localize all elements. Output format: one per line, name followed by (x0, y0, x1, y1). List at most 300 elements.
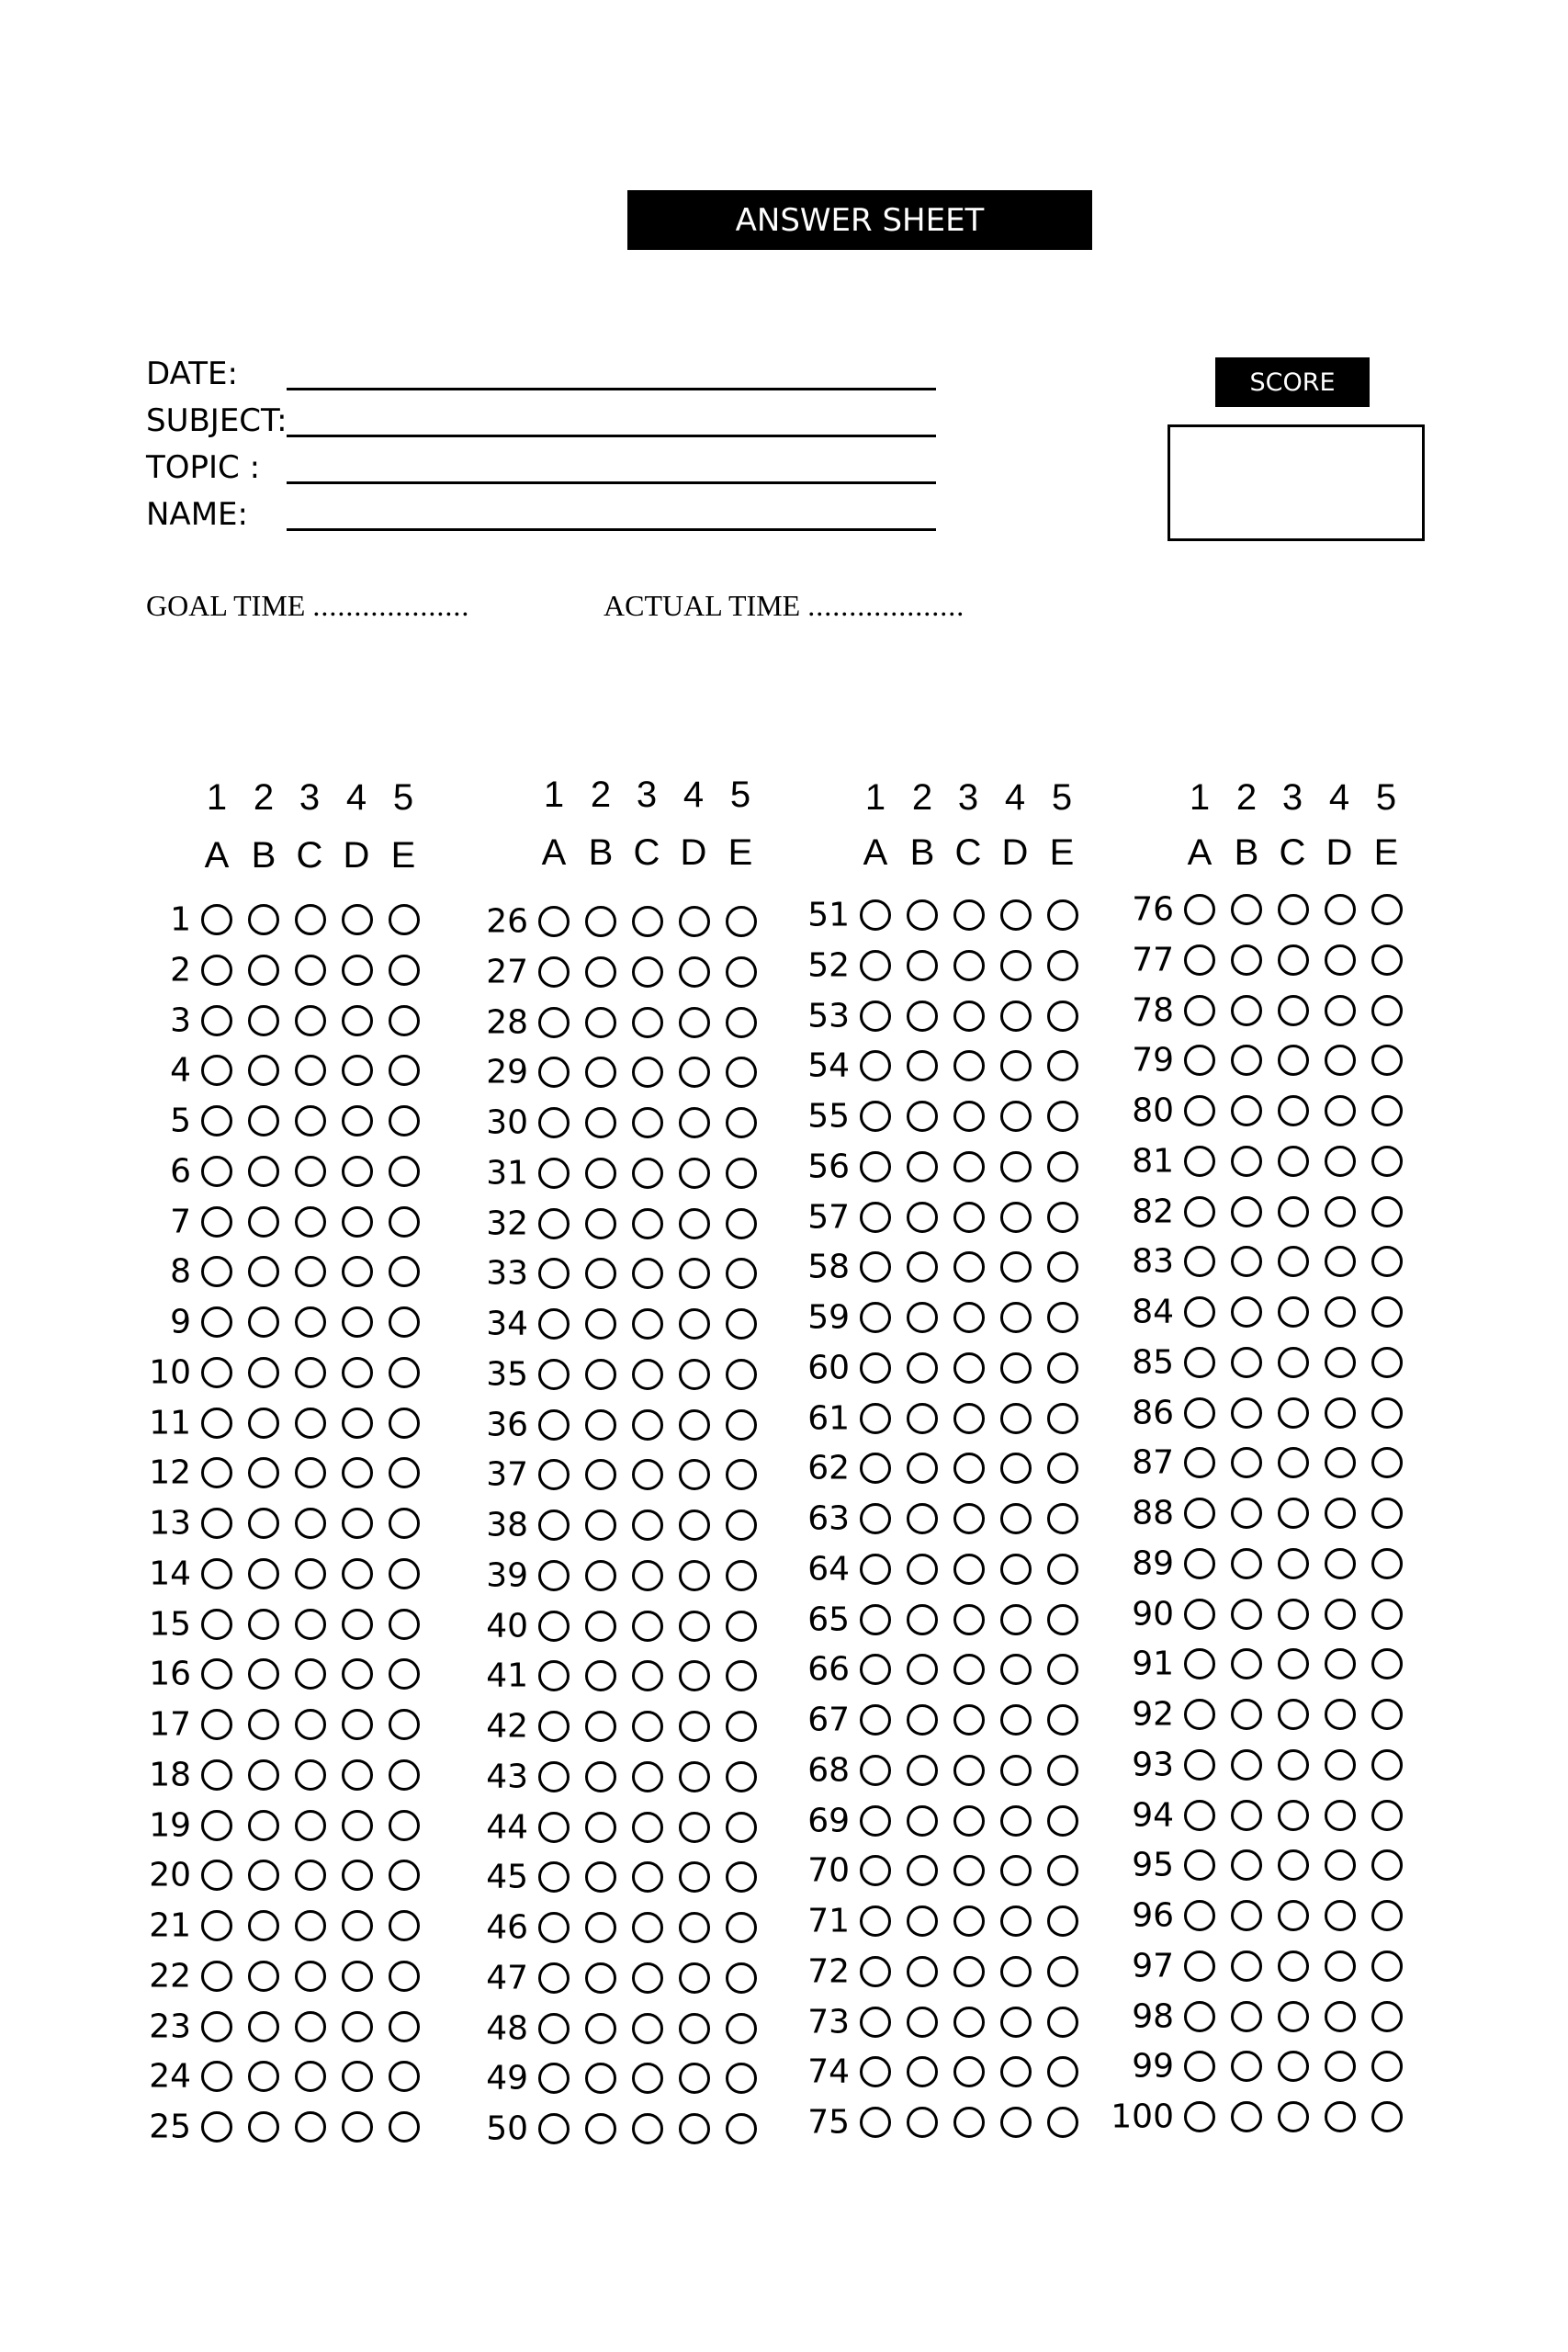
answer-bubble-d[interactable] (679, 1359, 710, 1390)
answer-bubble-e[interactable] (1371, 1699, 1403, 1730)
answer-bubble-d[interactable] (1000, 1251, 1032, 1283)
answer-bubble-e[interactable] (389, 1508, 420, 1539)
answer-bubble-b[interactable] (585, 1660, 616, 1691)
answer-bubble-b[interactable] (1231, 1849, 1262, 1881)
answer-bubble-c[interactable] (1278, 1951, 1309, 1982)
answer-bubble-e[interactable] (1047, 1604, 1078, 1635)
answer-bubble-a[interactable] (1184, 1397, 1215, 1429)
answer-bubble-c[interactable] (295, 1709, 326, 1740)
answer-bubble-e[interactable] (1047, 2056, 1078, 2087)
answer-bubble-a[interactable] (860, 2007, 891, 2038)
answer-bubble-d[interactable] (1325, 1146, 1356, 1177)
answer-bubble-d[interactable] (1000, 1956, 1032, 1987)
answer-bubble-d[interactable] (342, 1961, 373, 1992)
answer-bubble-c[interactable] (632, 1208, 663, 1239)
answer-bubble-d[interactable] (1325, 1498, 1356, 1529)
answer-bubble-c[interactable] (295, 955, 326, 986)
answer-bubble-e[interactable] (726, 2063, 757, 2094)
answer-bubble-c[interactable] (632, 1912, 663, 1943)
answer-bubble-d[interactable] (679, 1409, 710, 1441)
answer-bubble-a[interactable] (1184, 2051, 1215, 2082)
answer-bubble-e[interactable] (1371, 1347, 1403, 1378)
answer-bubble-b[interactable] (248, 1156, 279, 1187)
answer-bubble-a[interactable] (1184, 1146, 1215, 1177)
answer-bubble-b[interactable] (248, 1005, 279, 1036)
answer-bubble-a[interactable] (538, 2063, 570, 2094)
answer-bubble-b[interactable] (248, 2111, 279, 2143)
answer-bubble-d[interactable] (1325, 1196, 1356, 1227)
answer-bubble-b[interactable] (248, 1658, 279, 1690)
answer-bubble-c[interactable] (632, 2113, 663, 2144)
answer-bubble-b[interactable] (585, 906, 616, 937)
answer-bubble-b[interactable] (1231, 1397, 1262, 1429)
answer-bubble-a[interactable] (538, 2113, 570, 2144)
answer-bubble-c[interactable] (1278, 1699, 1309, 1730)
answer-bubble-c[interactable] (632, 906, 663, 937)
answer-bubble-c[interactable] (295, 1408, 326, 1439)
answer-bubble-d[interactable] (1000, 1604, 1032, 1635)
answer-bubble-c[interactable] (1278, 1648, 1309, 1679)
answer-bubble-d[interactable] (1325, 1246, 1356, 1277)
answer-bubble-b[interactable] (1231, 2051, 1262, 2082)
answer-bubble-b[interactable] (585, 1359, 616, 1390)
answer-bubble-c[interactable] (632, 1308, 663, 1340)
answer-bubble-b[interactable] (1231, 1599, 1262, 1630)
answer-bubble-a[interactable] (201, 1860, 232, 1891)
answer-bubble-e[interactable] (389, 1658, 420, 1690)
answer-bubble-c[interactable] (1278, 1800, 1309, 1831)
answer-bubble-e[interactable] (389, 2011, 420, 2042)
answer-bubble-a[interactable] (201, 1357, 232, 1388)
answer-bubble-c[interactable] (632, 1962, 663, 1994)
answer-bubble-a[interactable] (538, 1308, 570, 1340)
answer-bubble-a[interactable] (860, 1905, 891, 1937)
answer-bubble-e[interactable] (726, 1258, 757, 1289)
answer-bubble-c[interactable] (953, 2056, 985, 2087)
answer-bubble-a[interactable] (860, 1302, 891, 1333)
answer-bubble-d[interactable] (342, 1306, 373, 1338)
answer-bubble-c[interactable] (953, 1604, 985, 1635)
answer-bubble-b[interactable] (248, 1457, 279, 1488)
answer-bubble-a[interactable] (860, 1151, 891, 1182)
answer-bubble-c[interactable] (295, 1156, 326, 1187)
answer-bubble-d[interactable] (1325, 2001, 1356, 2032)
answer-bubble-e[interactable] (726, 1409, 757, 1441)
answer-bubble-c[interactable] (632, 1812, 663, 1843)
answer-bubble-d[interactable] (1325, 1045, 1356, 1076)
answer-bubble-d[interactable] (342, 1256, 373, 1287)
answer-bubble-d[interactable] (342, 1860, 373, 1891)
answer-bubble-e[interactable] (389, 1206, 420, 1238)
answer-bubble-e[interactable] (389, 1408, 420, 1439)
answer-bubble-a[interactable] (201, 1910, 232, 1941)
answer-bubble-e[interactable] (389, 1709, 420, 1740)
answer-bubble-d[interactable] (679, 1761, 710, 1792)
answer-bubble-b[interactable] (585, 1308, 616, 1340)
answer-bubble-b[interactable] (585, 1812, 616, 1843)
answer-bubble-b[interactable] (1231, 2001, 1262, 2032)
answer-bubble-b[interactable] (907, 2056, 938, 2087)
answer-bubble-d[interactable] (1000, 1352, 1032, 1384)
answer-bubble-a[interactable] (1184, 1196, 1215, 1227)
answer-bubble-a[interactable] (538, 1107, 570, 1138)
answer-bubble-c[interactable] (1278, 2001, 1309, 2032)
answer-bubble-b[interactable] (907, 1001, 938, 1032)
answer-bubble-b[interactable] (248, 1961, 279, 1992)
answer-bubble-d[interactable] (679, 1611, 710, 1642)
answer-bubble-d[interactable] (1000, 899, 1032, 931)
answer-bubble-d[interactable] (1325, 1648, 1356, 1679)
answer-bubble-c[interactable] (953, 1905, 985, 1937)
answer-bubble-d[interactable] (342, 1810, 373, 1841)
answer-bubble-b[interactable] (1231, 2101, 1262, 2132)
answer-bubble-c[interactable] (953, 1352, 985, 1384)
answer-bubble-b[interactable] (907, 1503, 938, 1534)
answer-bubble-e[interactable] (1371, 1246, 1403, 1277)
answer-bubble-b[interactable] (248, 1558, 279, 1589)
answer-bubble-b[interactable] (248, 1408, 279, 1439)
answer-bubble-d[interactable] (1325, 1548, 1356, 1579)
answer-bubble-d[interactable] (1325, 1347, 1356, 1378)
answer-bubble-b[interactable] (585, 1560, 616, 1591)
answer-bubble-a[interactable] (201, 2061, 232, 2092)
answer-bubble-b[interactable] (1231, 1045, 1262, 1076)
answer-bubble-a[interactable] (201, 1609, 232, 1640)
answer-bubble-e[interactable] (726, 1057, 757, 1088)
answer-bubble-c[interactable] (953, 1251, 985, 1283)
answer-bubble-e[interactable] (726, 1962, 757, 1994)
answer-bubble-c[interactable] (1278, 894, 1309, 925)
date-field[interactable] (146, 352, 789, 398)
answer-bubble-e[interactable] (389, 1910, 420, 1941)
answer-bubble-e[interactable] (1047, 1503, 1078, 1534)
answer-bubble-e[interactable] (389, 1156, 420, 1187)
answer-bubble-a[interactable] (1184, 1347, 1215, 1378)
answer-bubble-e[interactable] (726, 1560, 757, 1591)
answer-bubble-c[interactable] (632, 2063, 663, 2094)
answer-bubble-d[interactable] (1000, 1151, 1032, 1182)
answer-bubble-e[interactable] (389, 1609, 420, 1640)
answer-bubble-a[interactable] (860, 1704, 891, 1736)
answer-bubble-d[interactable] (1325, 944, 1356, 976)
answer-bubble-c[interactable] (953, 1202, 985, 1233)
answer-bubble-b[interactable] (1231, 1749, 1262, 1781)
answer-bubble-a[interactable] (538, 1459, 570, 1490)
answer-bubble-e[interactable] (1371, 1146, 1403, 1177)
answer-bubble-a[interactable] (201, 1961, 232, 1992)
answer-bubble-e[interactable] (389, 1558, 420, 1589)
answer-bubble-b[interactable] (1231, 1246, 1262, 1277)
answer-bubble-b[interactable] (248, 1609, 279, 1640)
answer-bubble-d[interactable] (1325, 1699, 1356, 1730)
answer-bubble-d[interactable] (679, 1258, 710, 1289)
answer-bubble-c[interactable] (1278, 1548, 1309, 1579)
answer-bubble-d[interactable] (342, 1156, 373, 1187)
answer-bubble-d[interactable] (679, 1660, 710, 1691)
answer-bubble-c[interactable] (953, 1855, 985, 1886)
answer-bubble-e[interactable] (389, 1759, 420, 1791)
answer-bubble-a[interactable] (1184, 1599, 1215, 1630)
answer-bubble-b[interactable] (1231, 1146, 1262, 1177)
answer-bubble-a[interactable] (201, 1457, 232, 1488)
answer-bubble-a[interactable] (1184, 944, 1215, 976)
answer-bubble-c[interactable] (1278, 1397, 1309, 1429)
answer-bubble-d[interactable] (679, 2113, 710, 2144)
answer-bubble-a[interactable] (538, 956, 570, 988)
answer-bubble-a[interactable] (1184, 1045, 1215, 1076)
answer-bubble-d[interactable] (1325, 1095, 1356, 1126)
answer-bubble-d[interactable] (1325, 1951, 1356, 1982)
answer-bubble-d[interactable] (1000, 1755, 1032, 1786)
answer-bubble-e[interactable] (1371, 1447, 1403, 1478)
answer-bubble-a[interactable] (201, 1759, 232, 1791)
answer-bubble-d[interactable] (342, 1005, 373, 1036)
answer-bubble-c[interactable] (295, 1005, 326, 1036)
answer-bubble-c[interactable] (953, 1554, 985, 1585)
answer-bubble-e[interactable] (1047, 1755, 1078, 1786)
answer-bubble-c[interactable] (1278, 1347, 1309, 1378)
answer-bubble-d[interactable] (1325, 1447, 1356, 1478)
answer-bubble-b[interactable] (248, 1256, 279, 1287)
answer-bubble-c[interactable] (295, 1609, 326, 1640)
answer-bubble-a[interactable] (538, 1208, 570, 1239)
answer-bubble-d[interactable] (679, 1812, 710, 1843)
answer-bubble-e[interactable] (726, 1861, 757, 1893)
answer-bubble-a[interactable] (860, 1101, 891, 1132)
answer-bubble-d[interactable] (1325, 1900, 1356, 1931)
answer-bubble-b[interactable] (1231, 944, 1262, 976)
answer-bubble-a[interactable] (860, 1755, 891, 1786)
answer-bubble-b[interactable] (585, 1107, 616, 1138)
answer-bubble-d[interactable] (679, 2063, 710, 2094)
answer-bubble-d[interactable] (1325, 1800, 1356, 1831)
answer-bubble-e[interactable] (1047, 1403, 1078, 1434)
answer-bubble-e[interactable] (389, 1055, 420, 1086)
answer-bubble-c[interactable] (632, 2013, 663, 2044)
answer-bubble-d[interactable] (1325, 894, 1356, 925)
answer-bubble-e[interactable] (1371, 2001, 1403, 2032)
answer-bubble-e[interactable] (1371, 1900, 1403, 1931)
answer-bubble-d[interactable] (1000, 1554, 1032, 1585)
answer-bubble-a[interactable] (1184, 1800, 1215, 1831)
answer-bubble-d[interactable] (679, 1459, 710, 1490)
answer-bubble-a[interactable] (201, 1709, 232, 1740)
answer-bubble-e[interactable] (389, 2111, 420, 2143)
answer-bubble-e[interactable] (1371, 1599, 1403, 1630)
answer-bubble-a[interactable] (860, 899, 891, 931)
answer-bubble-b[interactable] (585, 1208, 616, 1239)
answer-bubble-d[interactable] (679, 1912, 710, 1943)
answer-bubble-a[interactable] (538, 1158, 570, 1189)
answer-bubble-e[interactable] (1047, 1101, 1078, 1132)
answer-bubble-c[interactable] (295, 1306, 326, 1338)
answer-bubble-a[interactable] (538, 1861, 570, 1893)
answer-bubble-e[interactable] (1047, 2107, 1078, 2138)
answer-bubble-d[interactable] (1000, 2056, 1032, 2087)
answer-bubble-c[interactable] (295, 1759, 326, 1791)
answer-bubble-a[interactable] (201, 1508, 232, 1539)
answer-bubble-a[interactable] (860, 2107, 891, 2138)
answer-bubble-b[interactable] (1231, 894, 1262, 925)
answer-bubble-b[interactable] (907, 1654, 938, 1685)
answer-bubble-d[interactable] (679, 1007, 710, 1038)
answer-bubble-d[interactable] (679, 906, 710, 937)
answer-bubble-c[interactable] (295, 1860, 326, 1891)
answer-bubble-d[interactable] (1325, 2051, 1356, 2082)
answer-bubble-d[interactable] (1325, 1749, 1356, 1781)
answer-bubble-c[interactable] (953, 1956, 985, 1987)
answer-bubble-e[interactable] (1371, 2101, 1403, 2132)
answer-bubble-a[interactable] (860, 2056, 891, 2087)
answer-bubble-a[interactable] (538, 1761, 570, 1792)
answer-bubble-e[interactable] (1047, 2007, 1078, 2038)
answer-bubble-a[interactable] (860, 1805, 891, 1837)
answer-bubble-c[interactable] (632, 1761, 663, 1792)
answer-bubble-c[interactable] (953, 1704, 985, 1736)
answer-bubble-d[interactable] (1000, 1855, 1032, 1886)
answer-bubble-d[interactable] (342, 2011, 373, 2042)
answer-bubble-d[interactable] (342, 1658, 373, 1690)
answer-bubble-b[interactable] (907, 1050, 938, 1081)
answer-bubble-a[interactable] (538, 1510, 570, 1541)
answer-bubble-c[interactable] (1278, 1246, 1309, 1277)
answer-bubble-b[interactable] (907, 1202, 938, 1233)
answer-bubble-e[interactable] (1047, 1453, 1078, 1484)
answer-bubble-a[interactable] (860, 1604, 891, 1635)
answer-bubble-e[interactable] (1371, 1045, 1403, 1076)
answer-bubble-b[interactable] (248, 1860, 279, 1891)
name-field[interactable] (146, 492, 789, 538)
answer-bubble-b[interactable] (1231, 1196, 1262, 1227)
answer-bubble-d[interactable] (679, 1510, 710, 1541)
answer-bubble-b[interactable] (1231, 1498, 1262, 1529)
answer-bubble-b[interactable] (248, 1105, 279, 1136)
answer-bubble-c[interactable] (632, 1007, 663, 1038)
answer-bubble-d[interactable] (1325, 1397, 1356, 1429)
answer-bubble-a[interactable] (1184, 1246, 1215, 1277)
answer-bubble-c[interactable] (632, 1611, 663, 1642)
answer-bubble-e[interactable] (1047, 1654, 1078, 1685)
answer-bubble-e[interactable] (1371, 1196, 1403, 1227)
answer-bubble-b[interactable] (585, 1761, 616, 1792)
answer-bubble-c[interactable] (295, 1810, 326, 1841)
answer-bubble-c[interactable] (1278, 944, 1309, 976)
answer-bubble-b[interactable] (248, 1206, 279, 1238)
answer-bubble-e[interactable] (1371, 1095, 1403, 1126)
answer-bubble-b[interactable] (1231, 1900, 1262, 1931)
answer-bubble-a[interactable] (860, 1050, 891, 1081)
answer-bubble-a[interactable] (201, 2011, 232, 2042)
answer-bubble-d[interactable] (342, 2111, 373, 2143)
answer-bubble-c[interactable] (953, 1805, 985, 1837)
answer-bubble-e[interactable] (726, 2113, 757, 2144)
topic-field[interactable] (146, 446, 789, 492)
answer-bubble-a[interactable] (1184, 1548, 1215, 1579)
answer-bubble-d[interactable] (342, 1105, 373, 1136)
answer-bubble-c[interactable] (953, 1453, 985, 1484)
answer-bubble-a[interactable] (1184, 995, 1215, 1026)
answer-bubble-b[interactable] (907, 1403, 938, 1434)
answer-bubble-d[interactable] (1325, 2101, 1356, 2132)
answer-bubble-e[interactable] (1371, 1749, 1403, 1781)
answer-bubble-e[interactable] (1047, 1151, 1078, 1182)
answer-bubble-d[interactable] (1000, 1805, 1032, 1837)
answer-bubble-e[interactable] (389, 1105, 420, 1136)
answer-bubble-c[interactable] (1278, 1599, 1309, 1630)
answer-bubble-e[interactable] (1047, 950, 1078, 981)
answer-bubble-e[interactable] (389, 1306, 420, 1338)
answer-bubble-b[interactable] (907, 1755, 938, 1786)
answer-bubble-c[interactable] (1278, 2101, 1309, 2132)
answer-bubble-c[interactable] (632, 1057, 663, 1088)
answer-bubble-e[interactable] (726, 1459, 757, 1490)
answer-bubble-e[interactable] (389, 1457, 420, 1488)
answer-bubble-e[interactable] (1371, 1498, 1403, 1529)
actual-time-dots[interactable]: ................... (807, 589, 965, 622)
answer-bubble-d[interactable] (679, 1308, 710, 1340)
answer-bubble-e[interactable] (1371, 894, 1403, 925)
answer-bubble-a[interactable] (1184, 1095, 1215, 1126)
answer-bubble-e[interactable] (1047, 1001, 1078, 1032)
answer-bubble-b[interactable] (585, 1459, 616, 1490)
answer-bubble-c[interactable] (295, 1206, 326, 1238)
answer-bubble-b[interactable] (585, 1611, 616, 1642)
answer-bubble-a[interactable] (860, 1855, 891, 1886)
answer-bubble-b[interactable] (907, 899, 938, 931)
answer-bubble-a[interactable] (1184, 1648, 1215, 1679)
answer-bubble-c[interactable] (295, 2061, 326, 2092)
answer-bubble-b[interactable] (907, 2007, 938, 2038)
answer-bubble-e[interactable] (1047, 1905, 1078, 1937)
answer-bubble-d[interactable] (1000, 1050, 1032, 1081)
answer-bubble-b[interactable] (907, 1151, 938, 1182)
answer-bubble-a[interactable] (538, 1660, 570, 1691)
answer-bubble-c[interactable] (632, 1258, 663, 1289)
answer-bubble-b[interactable] (585, 956, 616, 988)
answer-bubble-c[interactable] (632, 1158, 663, 1189)
answer-bubble-d[interactable] (342, 1910, 373, 1941)
answer-bubble-d[interactable] (1000, 1001, 1032, 1032)
answer-bubble-a[interactable] (1184, 1447, 1215, 1478)
answer-bubble-b[interactable] (907, 1704, 938, 1736)
answer-bubble-a[interactable] (201, 1810, 232, 1841)
answer-bubble-c[interactable] (632, 1510, 663, 1541)
answer-bubble-c[interactable] (953, 1403, 985, 1434)
answer-bubble-d[interactable] (1000, 1654, 1032, 1685)
answer-bubble-d[interactable] (679, 956, 710, 988)
answer-bubble-d[interactable] (1000, 1453, 1032, 1484)
answer-bubble-e[interactable] (726, 1660, 757, 1691)
answer-bubble-b[interactable] (585, 1711, 616, 1742)
answer-bubble-e[interactable] (389, 1357, 420, 1388)
answer-bubble-d[interactable] (342, 1206, 373, 1238)
answer-bubble-d[interactable] (679, 1560, 710, 1591)
answer-bubble-b[interactable] (248, 1306, 279, 1338)
answer-bubble-b[interactable] (907, 1554, 938, 1585)
answer-bubble-a[interactable] (538, 1560, 570, 1591)
answer-bubble-a[interactable] (1184, 2001, 1215, 2032)
answer-bubble-e[interactable] (1371, 1849, 1403, 1881)
answer-bubble-c[interactable] (295, 1910, 326, 1941)
answer-bubble-c[interactable] (632, 956, 663, 988)
answer-bubble-a[interactable] (1184, 1699, 1215, 1730)
answer-bubble-a[interactable] (1184, 1296, 1215, 1328)
answer-bubble-b[interactable] (907, 1453, 938, 1484)
answer-bubble-e[interactable] (1371, 944, 1403, 976)
answer-bubble-c[interactable] (295, 1105, 326, 1136)
answer-bubble-b[interactable] (585, 1510, 616, 1541)
topic-line[interactable] (287, 481, 936, 484)
